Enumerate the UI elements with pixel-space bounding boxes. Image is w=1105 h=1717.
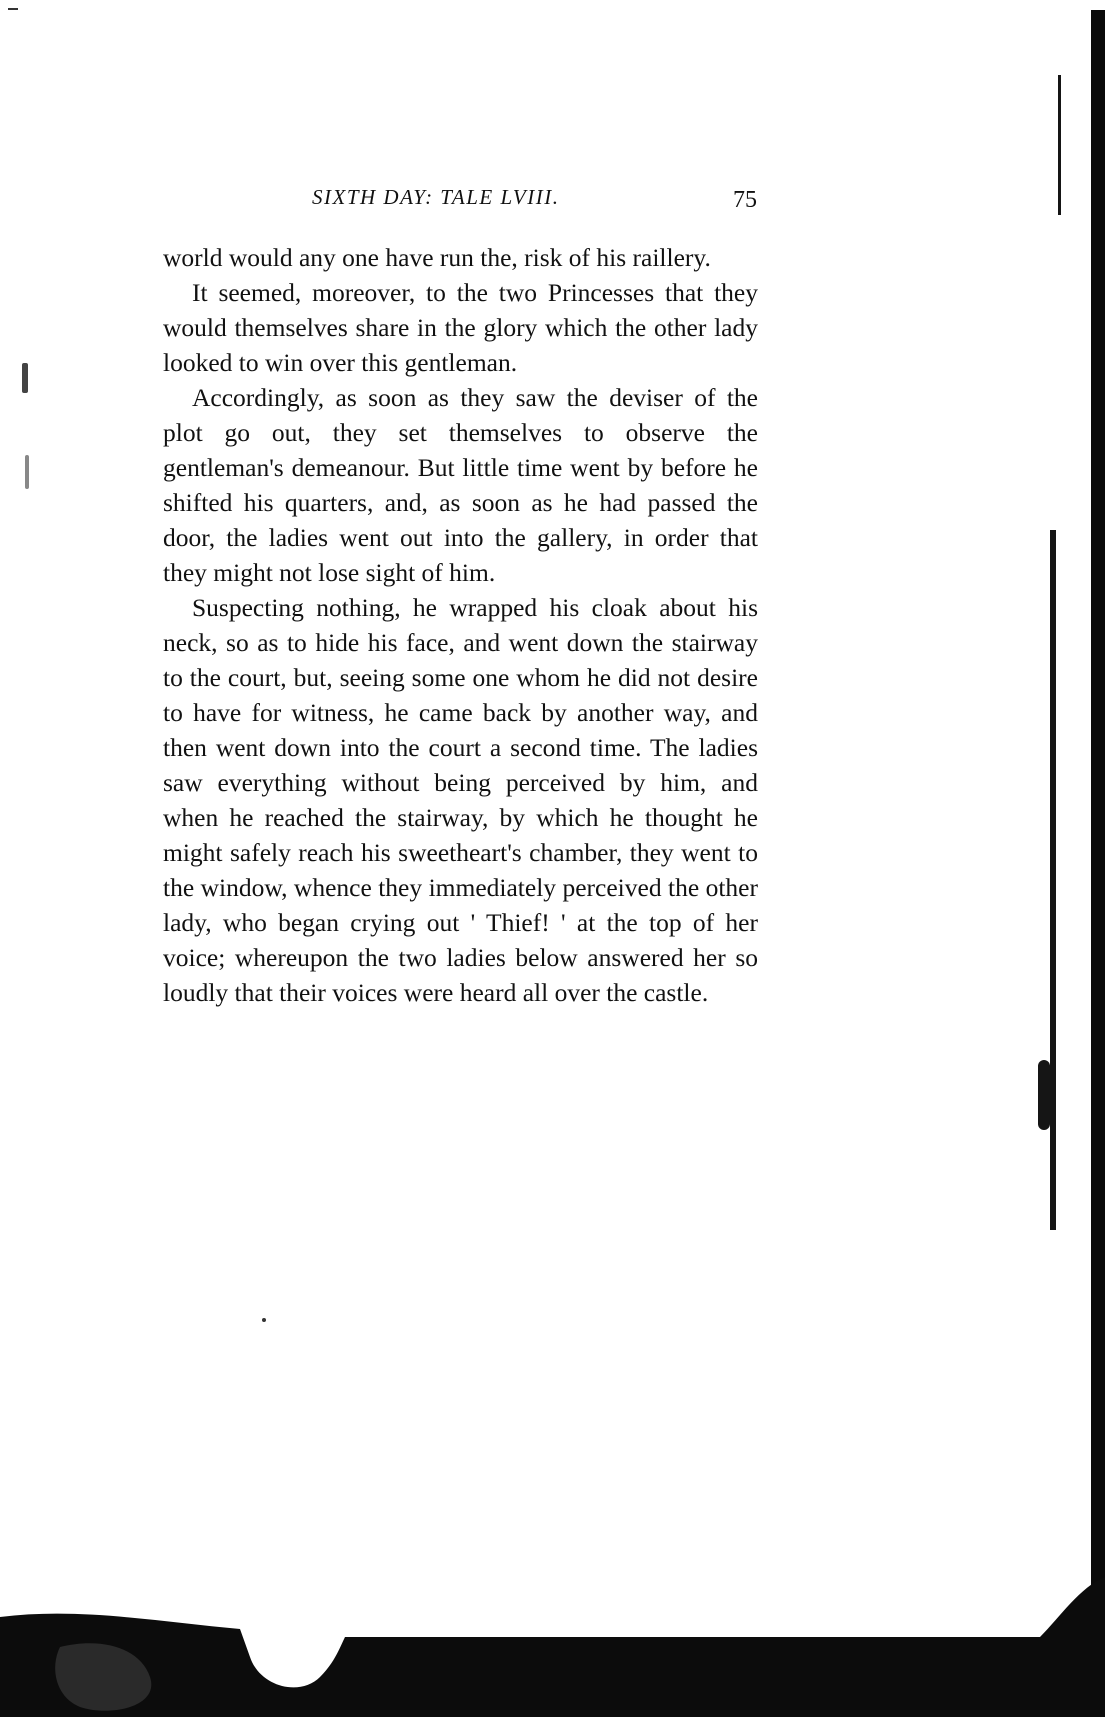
body-text bbox=[163, 240, 758, 1010]
paragraph: Accordingly, as soon as they saw the deviser of the plot go out, they set themselves to observe the gentleman's demeanour. But little time went by before he shifted his quarters, and, as soon as he had passed the door, the ladies went out into the gallery, in order that they might not lose sight of him. bbox=[163, 383, 758, 587]
paragraph: Suspecting nothing, he wrapped his cloak about his neck, so as to hide his face, and went down the stairway to the court, but, seeing some one whom he did not desire to have for witness, he came back by another way, and then went down into the court a second time. The ladies saw everything without being perceived by him, and when he reached the stairway, by which he thought he might safely reach his sweetheart's chamber, they went to the window, whence they immediately perceived the other lady, who began crying out ' Thief! ' at the top of her voice; whereupon the two ladies below answered her so loudly that their voices were heard all over the castle. bbox=[163, 593, 758, 1007]
scan-speck bbox=[8, 8, 18, 10]
scan-edge-shadow bbox=[1091, 10, 1105, 1717]
paragraph: world would any one have run the, risk of his raillery. bbox=[163, 243, 711, 272]
page-number: 75 bbox=[733, 187, 757, 213]
paragraph: It seemed, moreover, to the two Princesses that they would themselves share in the glory which the other lady looked to win over this gentleman. bbox=[163, 278, 758, 377]
scan-edge-streak bbox=[1050, 530, 1056, 1230]
scan-edge-streak bbox=[1038, 1060, 1050, 1130]
scan-edge-streak bbox=[1058, 75, 1061, 215]
scan-speck bbox=[22, 363, 28, 393]
scan-speck bbox=[25, 455, 29, 489]
scan-speck bbox=[262, 1318, 266, 1322]
running-title: SIXTH DAY: TALE LVIII. bbox=[312, 185, 560, 209]
scan-bottom-shadow bbox=[0, 1577, 1105, 1717]
